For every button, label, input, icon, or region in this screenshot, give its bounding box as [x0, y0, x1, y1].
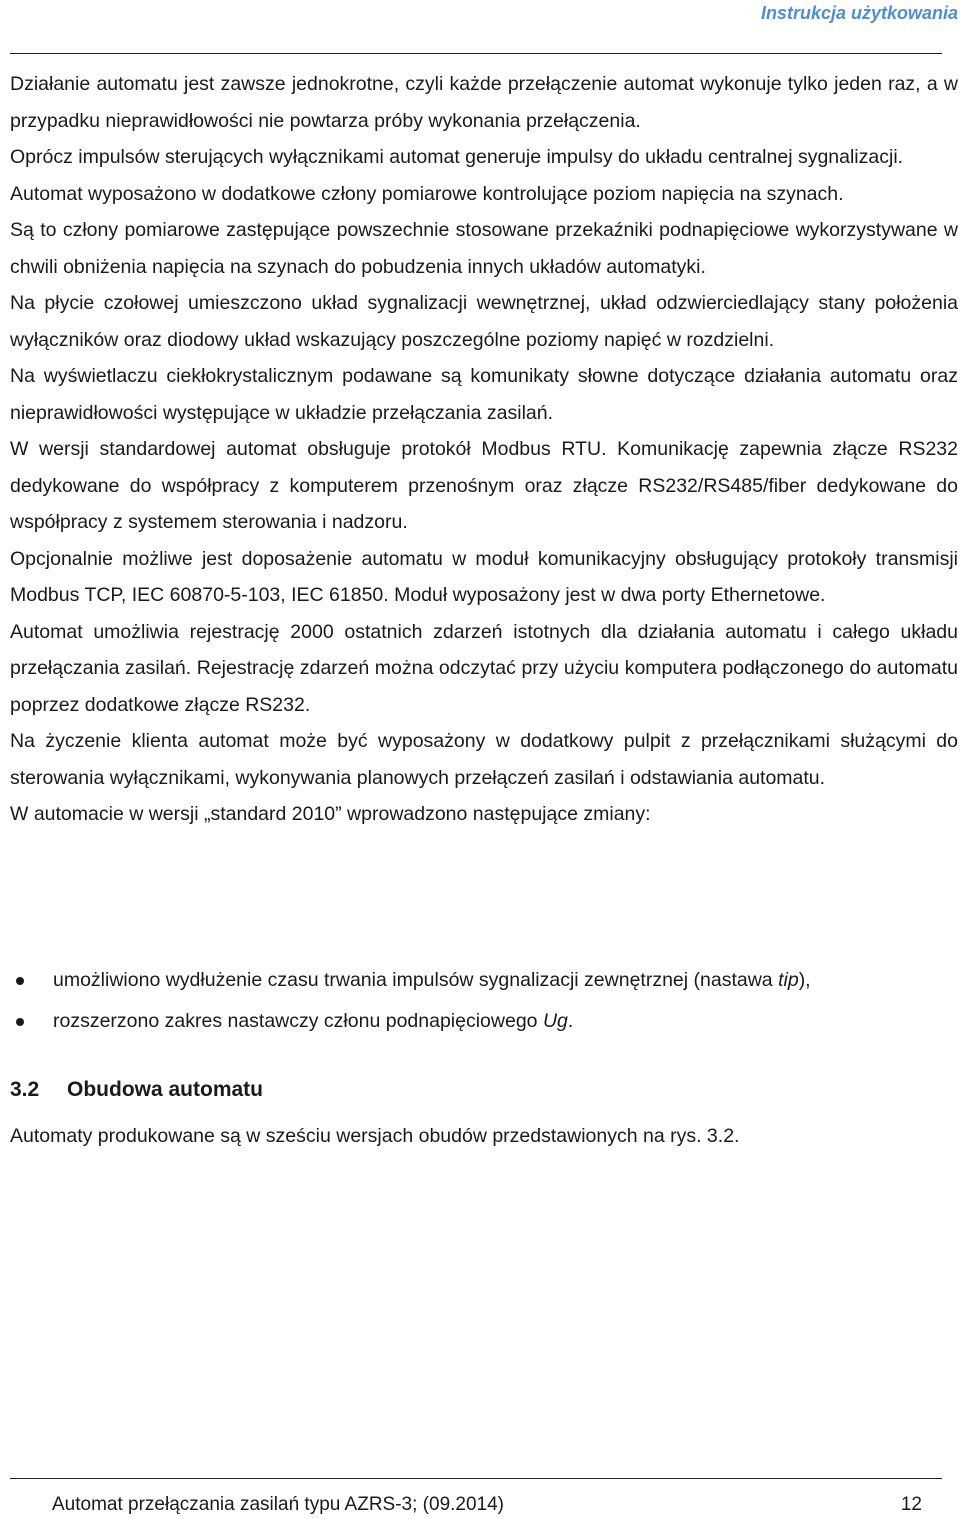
page-number: 12 — [900, 1494, 922, 1515]
paragraph: W wersji standardowej automat obsługuje protokół Modbus RTU. Komunikację zapewnia złącze RS232 dedykowane do współpracy z komputerem przenośnym oraz złącze RS232/RS485/fiber dedykowane do współpracy z systemem sterowania i nadzoru. — [10, 438, 958, 533]
change-list — [10, 962, 958, 1043]
section-number: 3.2 — [10, 1078, 40, 1101]
paragraph: Oprócz impulsów sterujących wyłącznikami automat generuje impulsy do układu centralnej sygnalizacji. — [10, 146, 904, 168]
list-item-tail: ), — [798, 969, 811, 991]
paragraph: Na życzenie klienta automat może być wyposażony w dodatkowy pulpit z przełącznikami służącymi do sterowania wyłącznikami, wykonywania planowych przełączeń zasilań i odstawiania automatu. — [10, 730, 958, 789]
paragraph: Działanie automatu jest zawsze jednokrotne, czyli każde przełączenie automat wykonuje tylko jeden raz, a w przypadku nieprawidłowości nie powtarza próby wykonania przełączenia. — [10, 73, 958, 132]
section-heading — [10, 1078, 263, 1102]
paragraph: Na wyświetlaczu ciekłokrystalicznym podawane są komunikaty słowne dotyczące działania automatu oraz nieprawidłowości występujące w układzie przełączania zasilań. — [10, 365, 958, 424]
footer-document-title: Automat przełączania zasilań typu AZRS-3; (09.2014) — [52, 1494, 505, 1515]
paragraph: Automat umożliwia rejestrację 2000 ostatnich zdarzeń istotnych dla działania automatu i całego układu przełączania zasilań. Rejestrację zdarzeń można odczytać przy użyciu komputera podłączonego do automatu poprzez dodatkowe złącze RS232. — [10, 620, 958, 716]
section-title: Obudowa automatu — [67, 1078, 263, 1101]
list-item-emphasis: tip — [778, 969, 799, 991]
body-text — [10, 66, 958, 833]
list-item-tail: . — [567, 1009, 574, 1032]
list-item — [10, 1003, 958, 1040]
section-body: Automaty produkowane są w sześciu wersjach obudów przedstawionych na rys. 3.2. — [10, 1125, 740, 1147]
list-item-emphasis: Ug — [542, 1009, 568, 1032]
bullet-icon — [16, 1018, 24, 1026]
footer-divider — [10, 1478, 942, 1479]
header-divider — [10, 53, 942, 54]
paragraph: Opcjonalnie możliwe jest doposażenie automatu w moduł komunikacyjny obsługujący protokoły transmisji Modbus TCP, IEC 60870-5-103, IEC 61850. Moduł wyposażony jest w dwa porty Ethernetowe. — [10, 547, 958, 606]
list-item-text: rozszerzono zakres nastawczy członu podnapięciowego — [53, 1009, 543, 1032]
list-item — [10, 962, 958, 999]
paragraph: Automat wyposażono w dodatkowe człony pomiarowe kontrolujące poziom napięcia na szynach. — [10, 182, 844, 205]
header-title: Instrukcja użytkowania — [760, 3, 958, 23]
bullet-icon — [16, 977, 24, 985]
list-item-text: umożliwiono wydłużenie czasu trwania impulsów sygnalizacji zewnętrznej (nastawa — [53, 969, 779, 991]
paragraph: W automacie w wersji „standard 2010” wprowadzono następujące zmiany: — [10, 803, 651, 825]
paragraph: Na płycie czołowej umieszczono układ sygnalizacji wewnętrznej, układ odzwierciedlający stany położenia wyłączników oraz diodowy układ wskazujący poszczególne poziomy napięć w rozdzielni. — [10, 292, 958, 351]
paragraph: Są to człony pomiarowe zastępujące powszechnie stosowane przekaźniki podnapięciowe wykorzystywane w chwili obniżenia napięcia na szynach do pobudzenia innych układów automatyki. — [10, 219, 958, 278]
